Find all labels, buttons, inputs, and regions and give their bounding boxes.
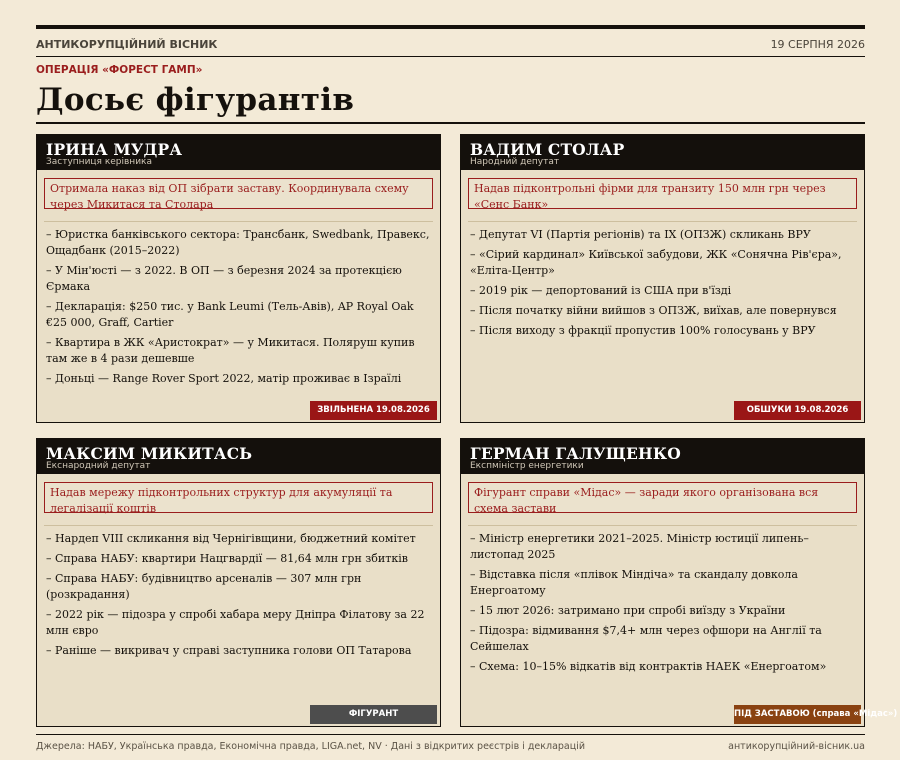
- fact-item: – «Сірий кардинал» Київської забудови, ЖК «Сонячна Рів'єра», «Еліта-Центр»: [470, 248, 842, 277]
- role-callout: Надав підконтрольні фірми для транзиту 150 млн грн через «Сенс Банк»: [468, 178, 857, 209]
- person-name: ІРИНА МУДРА: [46, 140, 183, 159]
- fact-item: – 2019 рік — депортований із США при в'їзді: [470, 284, 732, 297]
- role-callout: Фігурант справи «Мідас» — заради якого організована вся схема застави: [468, 482, 857, 513]
- sources-note: Джерела: НАБУ, Українська правда, Економічна правда, LIGA.net, NV · Дані з відкритих реєстрів і декларацій: [36, 741, 586, 752]
- fact-item: – У Мін'юсті — з 2022. В ОП — з березня 2024 за протекцією Єрмака: [46, 264, 402, 293]
- dossier-card-halushchenko: [460, 438, 898, 727]
- page-title: Досьє фігурантів: [36, 82, 355, 118]
- facts-list: [470, 227, 858, 343]
- fact-item: – Справа НАБУ: квартири Нацгвардії — 81,64 млн грн збитків: [46, 552, 408, 565]
- fact-item: – Квартира в ЖК «Аристократ» — у Микитася. Поляруш купив там же в 4 рази дешевше: [46, 336, 415, 365]
- facts-list: [46, 531, 434, 663]
- card-header: [37, 135, 440, 170]
- masthead-top-rule: [36, 25, 865, 29]
- card-header: [37, 439, 440, 474]
- status-badge: ПІД ЗАСТАВОЮ (справа «Мідас»): [734, 705, 861, 724]
- fact-item: – Після виходу з фракції пропустив 100% голосувань у ВРУ: [470, 324, 816, 337]
- masthead: [36, 38, 865, 52]
- publication-name: АНТИКОРУПЦІЙНИЙ ВІСНИК: [36, 38, 218, 51]
- fact-item: – Підозра: відмивання $7,4+ млн через офшори на Англії та Сейшелах: [470, 624, 822, 653]
- facts-list: [470, 531, 858, 679]
- dossier-card-stolar: [460, 134, 865, 423]
- title-rule: [36, 122, 865, 124]
- section-kicker: ОПЕРАЦІЯ «ФОРЕСТ ГАМП»: [36, 64, 203, 76]
- facts-list: [46, 227, 434, 391]
- card-header: [461, 135, 864, 170]
- card-divider: [468, 221, 857, 222]
- masthead-bottom-rule: [36, 56, 865, 57]
- status-badge: ЗВІЛЬНЕНА 19.08.2026: [310, 401, 437, 420]
- card-divider: [44, 525, 433, 526]
- person-name: МАКСИМ МИКИТАСЬ: [46, 444, 253, 463]
- dossier-card-mudra: [36, 134, 441, 423]
- footer: [36, 741, 865, 753]
- fact-item: – Раніше — викривач у справі заступника голови ОП Татарова: [46, 644, 412, 657]
- fact-item: – Відставка після «плівок Міндіча» та скандалу довкола Енергоатому: [470, 568, 798, 597]
- card-header: [461, 439, 864, 474]
- fact-item: – Схема: 10–15% відкатів від контрактів НАЕК «Енергоатом»: [470, 660, 827, 673]
- status-badge: ОБШУКИ 19.08.2026: [734, 401, 861, 420]
- person-role: Експміністр енергетики: [470, 461, 584, 471]
- dossier-card-mykytas: [36, 438, 441, 727]
- person-role: Заступниця керівника: [46, 157, 152, 167]
- person-name: ВАДИМ СТОЛАР: [470, 140, 625, 159]
- role-callout: Отримала наказ від ОП зібрати заставу. Координувала схему через Микитася та Столара: [44, 178, 433, 209]
- fact-item: – Доньці — Range Rover Sport 2022, матір проживає в Ізраїлі: [46, 372, 402, 385]
- fact-item: – Декларація: $250 тис. у Bank Leumi (Тель-Авів), AP Royal Oak €25 000, Graff, Cartier: [46, 300, 414, 329]
- person-role: Народний депутат: [470, 157, 560, 167]
- fact-item: – Справа НАБУ: будівництво арсеналів — 307 млн грн (розкрадання): [46, 572, 362, 601]
- role-callout: Надав мережу підконтрольних структур для акумуляції та легалізації коштів: [44, 482, 433, 513]
- card-divider: [44, 221, 433, 222]
- site-url: антикорупційний-вісник.ua: [728, 741, 865, 752]
- fact-item: – 2022 рік — підозра у спробі хабара меру Дніпра Філатову за 22 млн євро: [46, 608, 425, 637]
- fact-item: – 15 лют 2026: затримано при спробі виїзду з України: [470, 604, 786, 617]
- status-badge: ФІГУРАНТ: [310, 705, 437, 724]
- fact-item: – Нардеп VIII скликання від Чернігівщини, бюджетний комітет: [46, 532, 416, 545]
- footer-rule: [36, 734, 865, 735]
- fact-item: – Після початку війни вийшов з ОПЗЖ, виїхав, але повернувся: [470, 304, 837, 317]
- fact-item: – Юристка банківського сектора: Трансбанк, Swedbank, Правекс, Ощадбанк (2015–2022): [46, 228, 430, 257]
- fact-item: – Депутат VI (Партія регіонів) та IX (ОПЗЖ) скликань ВРУ: [470, 228, 811, 241]
- card-divider: [468, 525, 857, 526]
- person-name: ГЕРМАН ГАЛУЩЕНКО: [470, 444, 681, 463]
- issue-date: 19 СЕРПНЯ 2026: [770, 38, 865, 51]
- fact-item: – Міністр енергетики 2021–2025. Міністр юстиції липень–листопад 2025: [470, 532, 809, 561]
- person-role: Екснародний депутат: [46, 461, 151, 471]
